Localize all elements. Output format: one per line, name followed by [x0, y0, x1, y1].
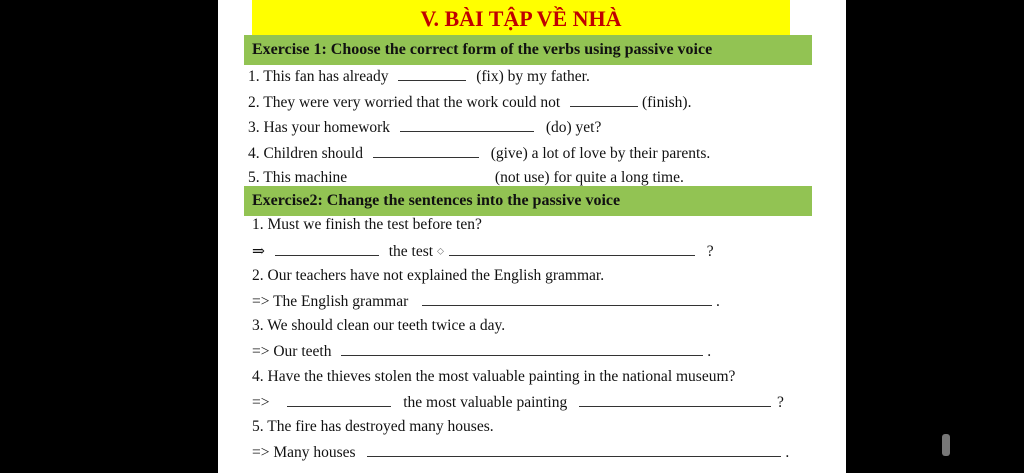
ex1-item-2-blank[interactable] — [570, 92, 638, 107]
ex2-question-2: 2. Our teachers have not explained the English grammar. — [252, 267, 605, 284]
ex2-answer-1-mid: the test — [388, 243, 434, 260]
ex2-answer-2 — [252, 291, 720, 312]
ex1-item-1-blank[interactable] — [398, 66, 466, 81]
ex1-item-5-text: 5. This machine — [248, 169, 348, 186]
ex2-answer-4-blank-a[interactable] — [287, 392, 391, 407]
ex1-item-3-hint: (do) yet? — [545, 119, 602, 136]
ex2-answer-5-end: . — [785, 444, 790, 461]
ex2-answer-1 — [252, 241, 714, 262]
ex2-answer-2-end: . — [715, 293, 720, 310]
ex2-question-1: 1. Must we finish the test before ten? — [252, 216, 482, 233]
ex2-answer-1-end: ? — [706, 243, 714, 260]
ex2-answer-4 — [252, 392, 784, 413]
ex1-item-3-blank[interactable] — [400, 117, 534, 132]
ex2-answer-4-prefix: => — [252, 394, 270, 411]
ex2-answer-3 — [252, 341, 711, 362]
page-title: V. BÀI TẬP VỀ NHÀ — [252, 0, 790, 36]
ex2-answer-3-blank[interactable] — [341, 341, 703, 356]
ex1-item-2-hint: (finish). — [641, 94, 692, 111]
ex2-answer-4-blank-b[interactable] — [579, 392, 771, 407]
ex1-item-1-text: 1. This fan has already — [248, 68, 389, 85]
ex1-item-2-text: 2. They were very worried that the work could not — [248, 94, 561, 111]
ex2-answer-4-mid: the most valuable painting — [403, 394, 568, 411]
exercise1-heading: Exercise 1: Choose the correct form of the verbs using passive voice — [244, 35, 812, 65]
scroll-handle-icon[interactable] — [942, 434, 950, 456]
arrow-icon: ⇒ — [252, 243, 265, 260]
ex1-item-3-text: 3. Has your homework — [248, 119, 391, 136]
ex1-item-5-hint: (not use) for quite a long time. — [494, 169, 684, 186]
ex2-question-4: 4. Have the thieves stolen the most valuable painting in the national museum? — [252, 368, 736, 385]
ex2-answer-3-end: . — [707, 343, 712, 360]
ex2-answer-5-text: => Many houses — [252, 444, 356, 461]
ex1-item-4-text: 4. Children should — [248, 145, 363, 162]
ex2-answer-5 — [252, 442, 789, 463]
ex2-question-5: 5. The fire has destroyed many houses. — [252, 418, 494, 435]
ex2-answer-5-blank[interactable] — [367, 442, 781, 457]
ex1-item-5 — [248, 168, 684, 188]
ex2-question-3: 3. We should clean our teeth twice a day. — [252, 317, 506, 334]
ex1-item-4-hint: (give) a lot of love by their parents. — [490, 145, 711, 162]
ex1-item-3 — [248, 117, 601, 138]
ex2-answer-2-blank[interactable] — [422, 291, 712, 306]
ex2-answer-2-text: => The English grammar — [252, 293, 409, 310]
ex1-item-4-blank[interactable] — [373, 143, 479, 158]
ex2-answer-1-blank-a[interactable] — [275, 241, 379, 256]
ex1-item-2 — [248, 92, 691, 113]
ex2-answer-4-end: ? — [777, 394, 784, 411]
ex2-answer-1-blank-b[interactable] — [449, 241, 695, 256]
ex1-item-1-hint: (fix) by my father. — [476, 68, 590, 85]
mouse-cursor-icon: ⬦ — [436, 246, 444, 258]
ex1-item-4 — [248, 143, 710, 164]
ex1-item-1 — [248, 66, 590, 87]
ex2-answer-3-text: => Our teeth — [252, 343, 332, 360]
exercise2-heading: Exercise2: Change the sentences into the passive voice — [244, 186, 812, 216]
